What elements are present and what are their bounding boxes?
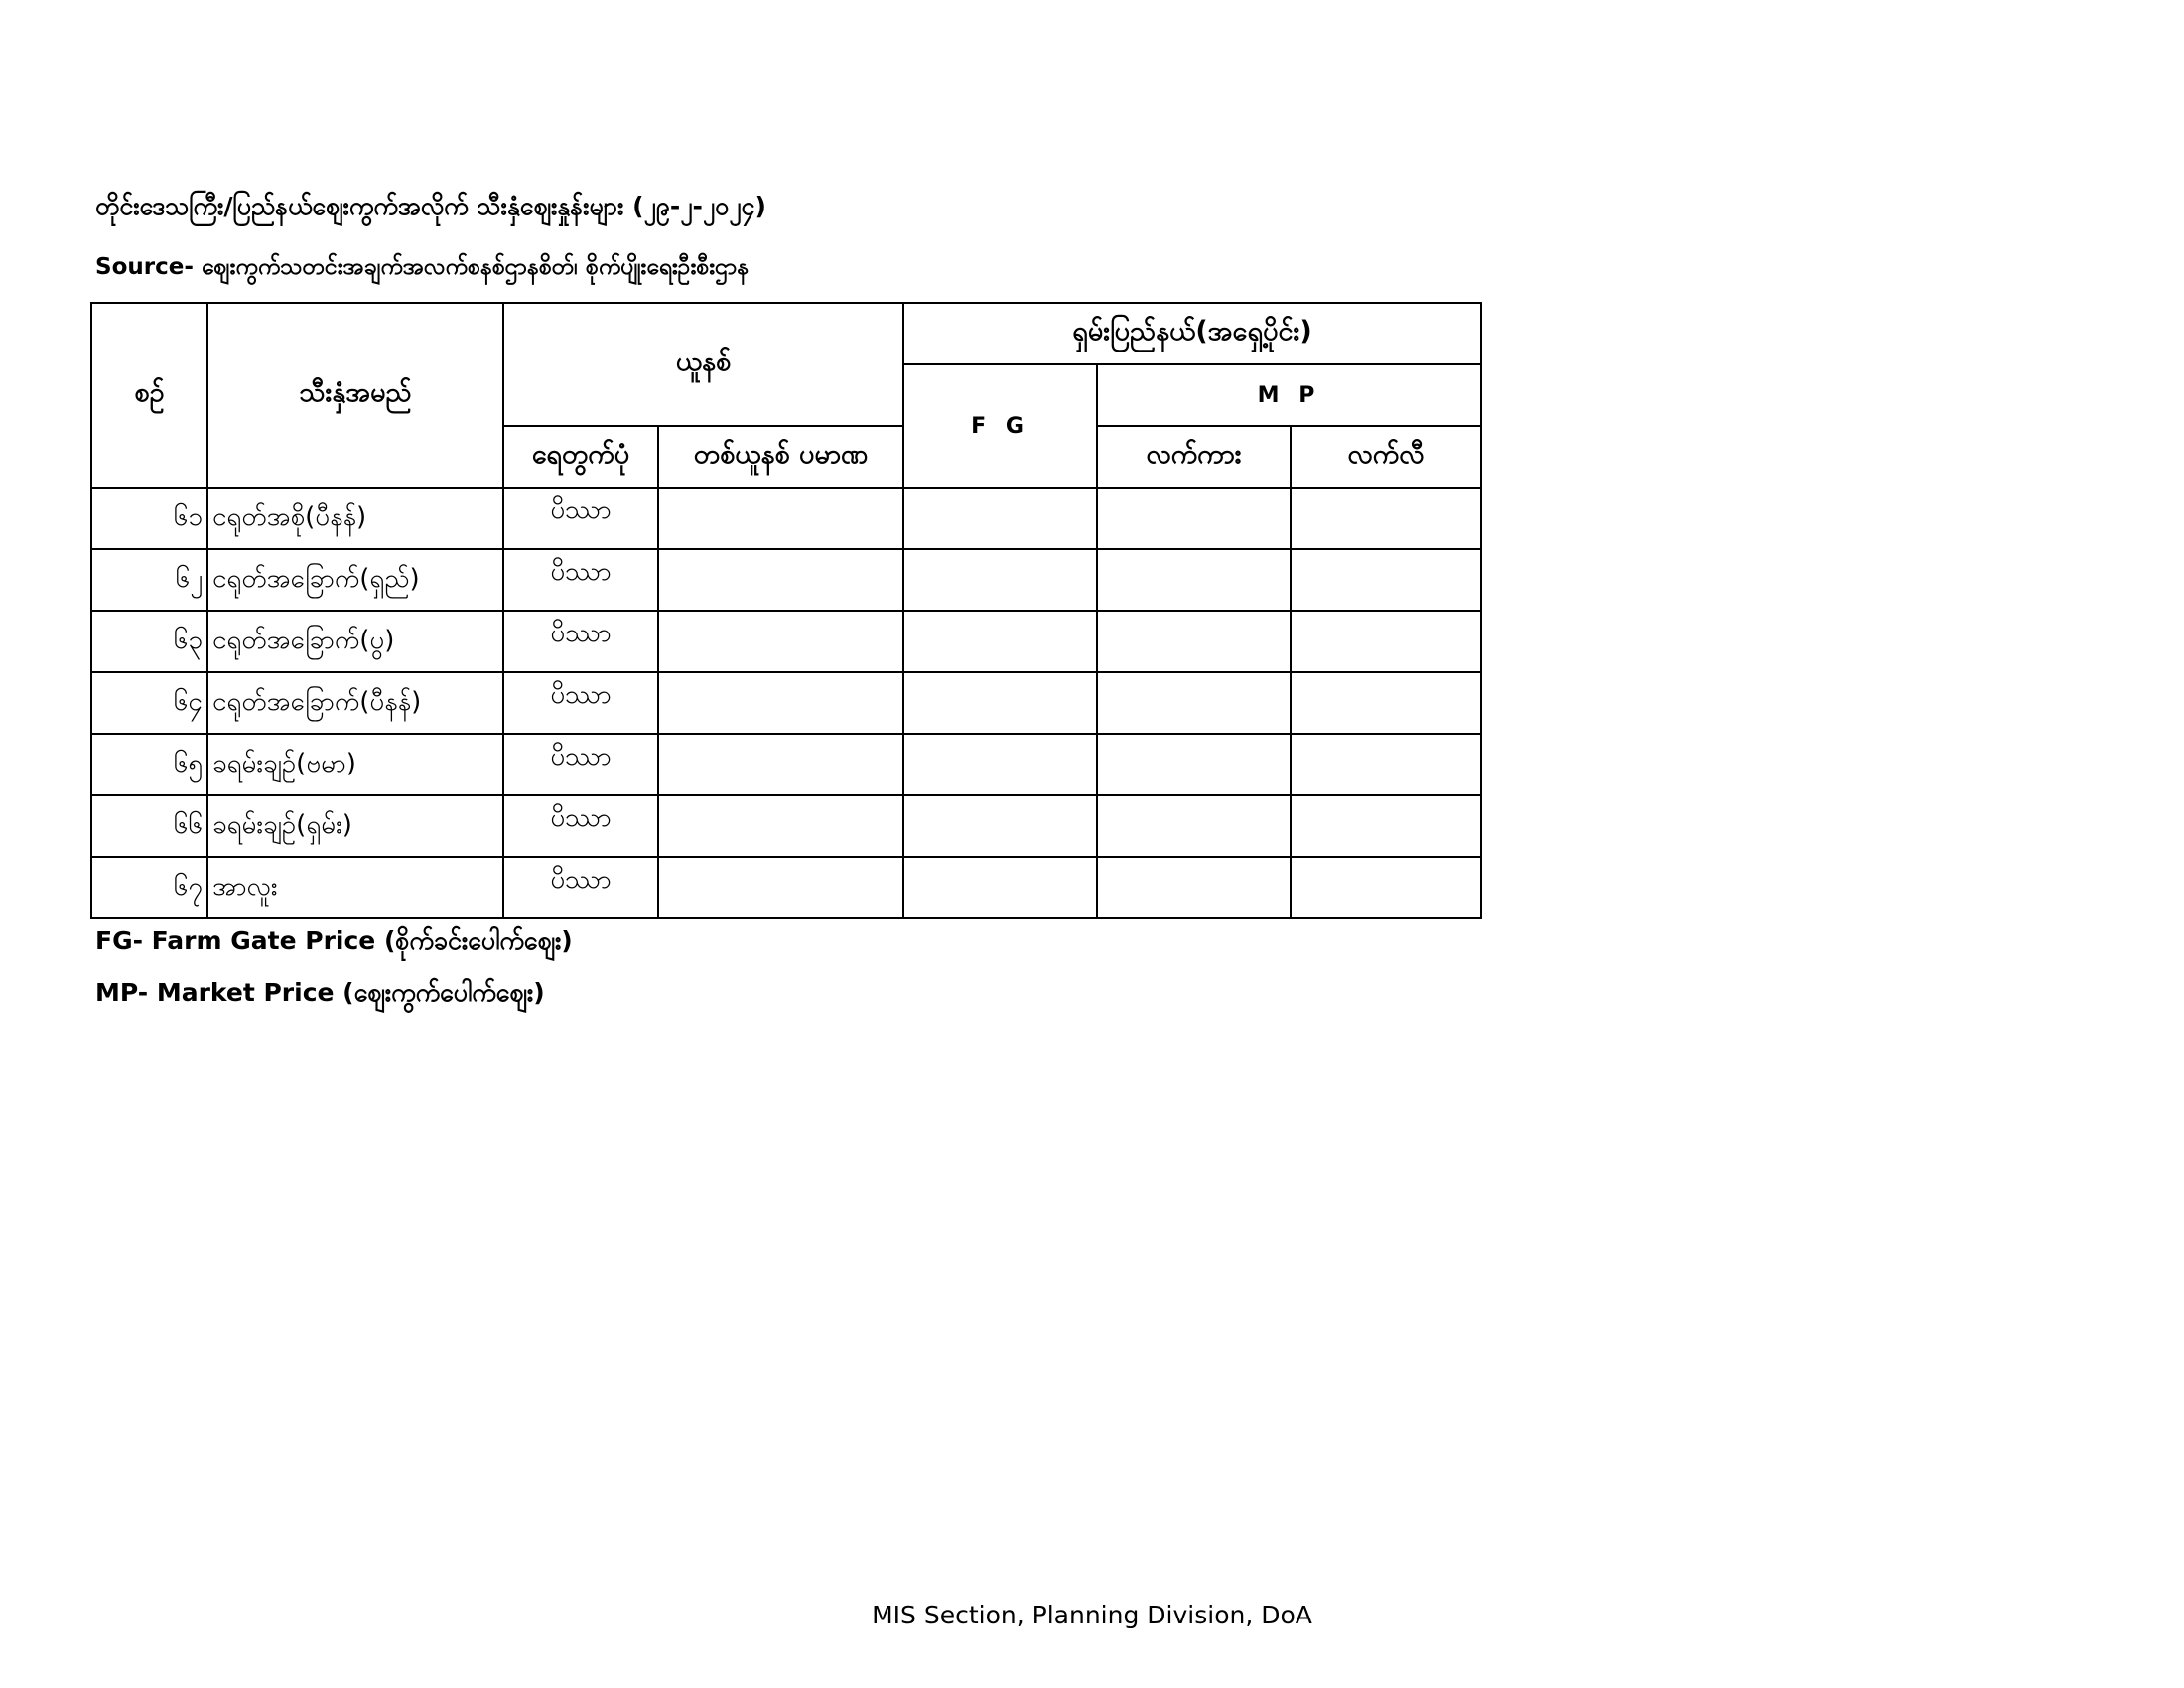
header-unit-group: ယူနစ်	[503, 303, 903, 426]
table-row	[91, 734, 1481, 795]
unit-size-cell	[658, 488, 903, 549]
retail-cell	[1291, 488, 1481, 549]
crop-name: ငရုတ်အခြောက်(ပွ)	[207, 611, 503, 672]
wholesale-cell	[1097, 734, 1291, 795]
wholesale-cell	[1097, 549, 1291, 611]
header-unit-size: တစ်ယူနစ် ပမာဏ	[658, 426, 903, 488]
fg-cell	[903, 488, 1097, 549]
unit-size-cell	[658, 611, 903, 672]
unit-cell: ပိဿာ	[503, 795, 658, 857]
table-row	[91, 672, 1481, 734]
fg-cell	[903, 611, 1097, 672]
wholesale-cell	[1097, 795, 1291, 857]
page-footer: MIS Section, Planning Division, DoA	[872, 1601, 1312, 1629]
crop-name: အာလူး	[207, 857, 503, 918]
header-mp: M P	[1097, 364, 1481, 426]
row-number: ၆၄	[91, 672, 207, 734]
fg-cell	[903, 549, 1097, 611]
crop-name: ငရုတ်အခြောက်(ရှည်)	[207, 549, 503, 611]
fg-cell	[903, 795, 1097, 857]
table-row	[91, 795, 1481, 857]
header-mp-retail: လက်လီ	[1291, 426, 1481, 488]
wholesale-cell	[1097, 857, 1291, 918]
row-number: ၆၆	[91, 795, 207, 857]
unit-cell: ပိဿာ	[503, 857, 658, 918]
header-crop-name: သီးနှံအမည်	[207, 303, 503, 488]
crop-name: ခရမ်းချဉ်(ရှမ်း)	[207, 795, 503, 857]
row-number: ၆၃	[91, 611, 207, 672]
row-number: ၆၅	[91, 734, 207, 795]
table-row	[91, 549, 1481, 611]
unit-size-cell	[658, 734, 903, 795]
retail-cell	[1291, 611, 1481, 672]
source-line: Source- ဈေးကွက်သတင်းအချက်အလက်စနစ်ဌာနစိတ်၊ စိုက်ပျိုးရေးဦးစီးဌာန	[95, 254, 750, 280]
fg-cell	[903, 734, 1097, 795]
fg-cell	[903, 672, 1097, 734]
wholesale-cell	[1097, 672, 1291, 734]
unit-cell: ပိဿာ	[503, 672, 658, 734]
unit-cell: ပိဿာ	[503, 488, 658, 549]
crop-name: ငရုတ်အစို(ပီနန်)	[207, 488, 503, 549]
header-fg: F G	[903, 364, 1097, 488]
retail-cell	[1291, 672, 1481, 734]
unit-size-cell	[658, 857, 903, 918]
row-number: ၆၁	[91, 488, 207, 549]
header-unit: ရေတွက်ပုံ	[503, 426, 658, 488]
fg-cell	[903, 857, 1097, 918]
unit-cell: ပိဿာ	[503, 611, 658, 672]
unit-cell: ပိဿာ	[503, 734, 658, 795]
unit-size-cell	[658, 795, 903, 857]
header-mp-wholesale: လက်ကား	[1097, 426, 1291, 488]
header-region: ရှမ်းပြည်နယ်(အရှေ့ပိုင်း)	[903, 303, 1481, 364]
retail-cell	[1291, 795, 1481, 857]
header-no: စဉ်	[91, 303, 207, 488]
retail-cell	[1291, 734, 1481, 795]
unit-size-cell	[658, 549, 903, 611]
fg-note: FG- Farm Gate Price (စိုက်ခင်းပေါက်ဈေး)	[95, 926, 573, 955]
table-row	[91, 611, 1481, 672]
wholesale-cell	[1097, 488, 1291, 549]
retail-cell	[1291, 549, 1481, 611]
mp-note: MP- Market Price (ဈေးကွက်ပေါက်ဈေး)	[95, 978, 545, 1007]
unit-size-cell	[658, 672, 903, 734]
page-title: တိုင်းဒေသကြီး/ပြည်နယ်ဈေးကွက်အလိုက် သီးနှံဈေးနှုန်းများ (၂၉-၂-၂၀၂၄)	[95, 192, 766, 220]
price-table	[90, 302, 1482, 919]
table-row	[91, 857, 1481, 918]
table-row	[91, 488, 1481, 549]
crop-name: ငရုတ်အခြောက်(ပီနန်)	[207, 672, 503, 734]
unit-cell: ပိဿာ	[503, 549, 658, 611]
wholesale-cell	[1097, 611, 1291, 672]
retail-cell	[1291, 857, 1481, 918]
row-number: ၆၂	[91, 549, 207, 611]
crop-name: ခရမ်းချဉ်(ဗမာ)	[207, 734, 503, 795]
row-number: ၆၇	[91, 857, 207, 918]
